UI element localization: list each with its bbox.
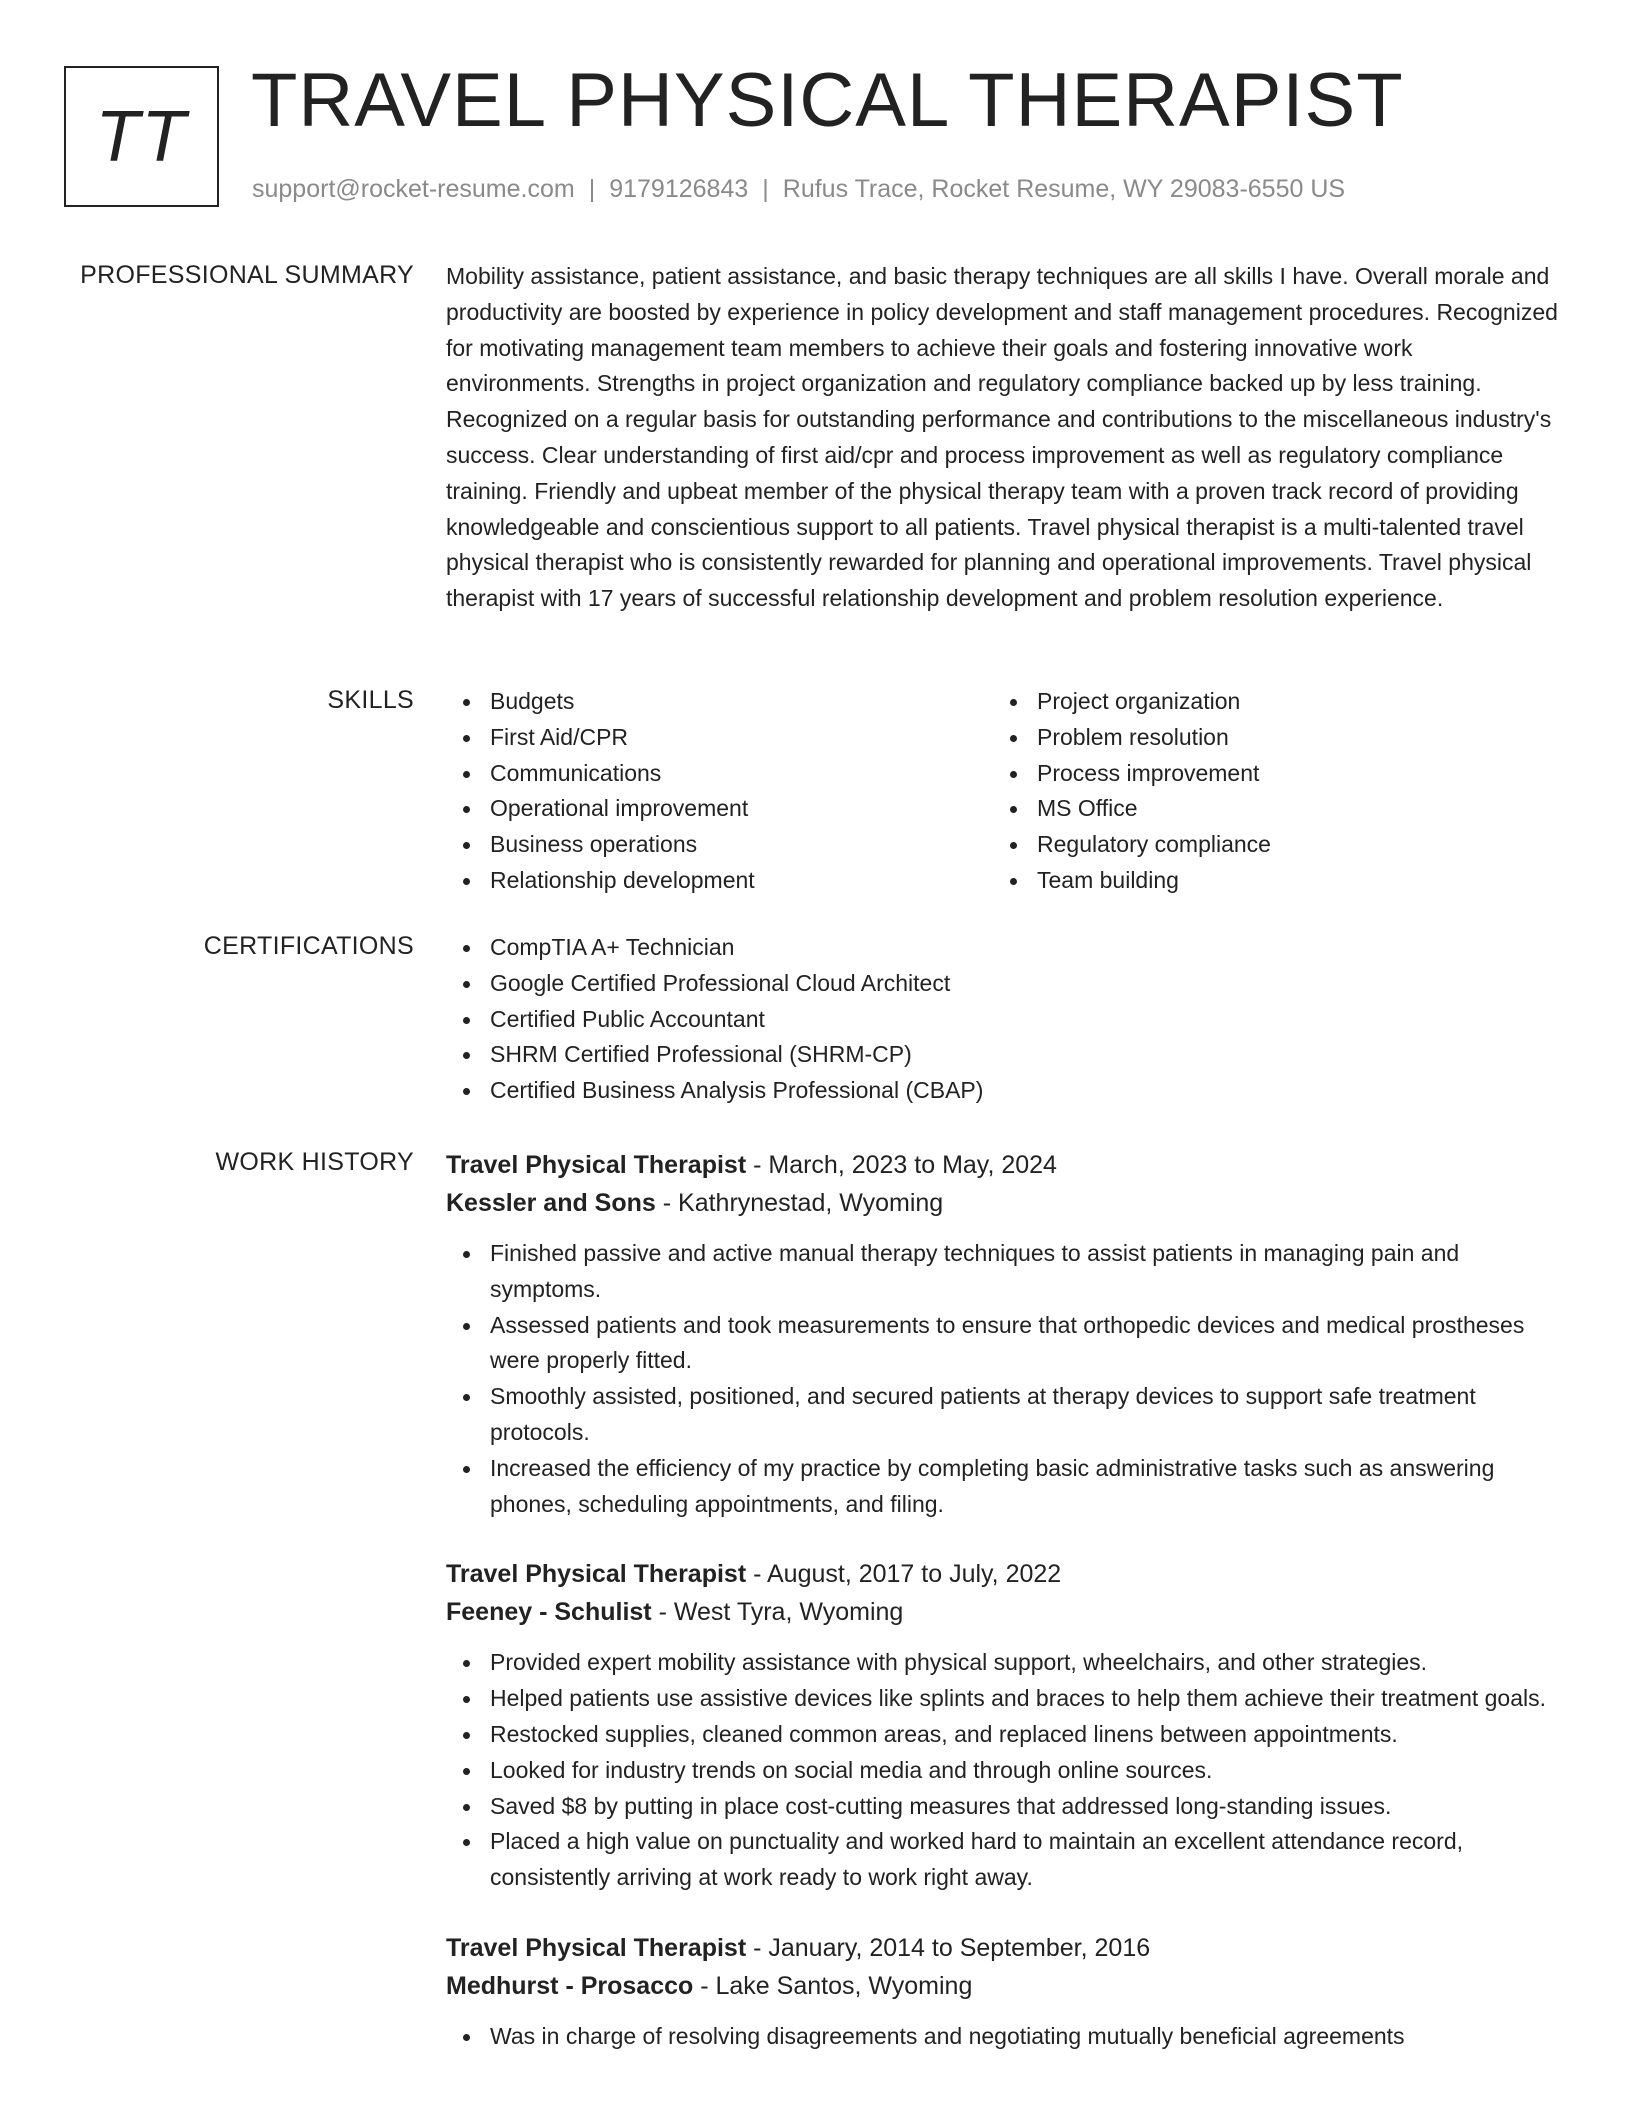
skill-item: Operational improvement <box>446 791 993 827</box>
contact-separator: | <box>762 175 769 203</box>
certification-item: Certified Public Accountant <box>446 1002 1561 1038</box>
job-title: Travel Physical Therapist <box>446 1560 747 1589</box>
contact-phone: 9179126843 <box>609 175 749 203</box>
job-title: Travel Physical Therapist <box>446 1151 747 1179</box>
job-entry <box>446 1146 1561 1522</box>
contact-separator: | <box>588 175 596 203</box>
resume-name: TRAVEL PHYSICAL THERAPIST <box>251 58 1404 143</box>
skills-body <box>446 684 1561 899</box>
skills-heading: SKILLS <box>327 686 414 714</box>
job-location: - Kathrynestad, Wyoming <box>655 1189 944 1217</box>
job-location: - Lake Santos, Wyoming <box>693 1971 973 2000</box>
skill-item: Problem resolution <box>993 720 1540 756</box>
contact-line <box>252 173 1345 205</box>
job-entry <box>446 1555 1561 1896</box>
job-company-line <box>446 1184 1561 1222</box>
job-duty: Finished passive and active manual therapy techniques to assist patients in managing pain and symptoms. <box>446 1236 1561 1308</box>
contact-email: support@rocket-resume.com <box>252 175 575 203</box>
job-duty: Placed a high value on punctuality and worked hard to maintain an excellent attendance record, consistently arriving at work ready to work right away. <box>446 1824 1561 1896</box>
certifications-body <box>446 930 1561 1109</box>
summary-text: Mobility assistance, patient assistance, and basic therapy techniques are all skills I have. Overall morale and productivity are boosted by experience in policy development and staff management procedures. Recognized for motivating management team members to achieve their goals and fostering innovative work environments. Strengths in project organization and regulatory compliance backed up by less training. Recognized on a regular basis for outstanding performance and contributions to the miscellaneous industry's success. Clear understanding of first aid/cpr and process improvement as well as regulatory compliance training. Friendly and upbeat member of the physical therapy team with a proven track record of providing knowledgeable and conscientious support to all patients. Travel physical therapist is a multi-talented travel physical therapist who is consistently rewarded for planning and operational improvements. Travel physical therapist with 17 years of successful relationship development and problem resolution experience. <box>446 263 1558 612</box>
contact-address: Rufus Trace, Rocket Resume, WY 29083-6550 US <box>782 175 1346 203</box>
certification-item: Certified Business Analysis Professional (CBAP) <box>446 1073 1561 1109</box>
job-company: Kessler and Sons <box>446 1189 656 1217</box>
job-dates: - January, 2014 to September, 2016 <box>746 1933 1151 1962</box>
job-duties <box>446 1236 1561 1522</box>
work-history-body <box>446 1146 1561 2088</box>
job-duty: Saved $8 by putting in place cost-cutting measures that addressed long-standing issues. <box>446 1789 1561 1825</box>
job-entry <box>446 1929 1561 2055</box>
skill-item: Process improvement <box>993 756 1540 792</box>
job-duty: Helped patients use assistive devices like splints and braces to help them achieve their treatment goals. <box>446 1681 1561 1717</box>
job-title-line <box>446 1929 1561 1967</box>
skill-item: Relationship development <box>446 863 993 899</box>
job-location: - West Tyra, Wyoming <box>651 1598 904 1627</box>
summary-body <box>446 259 1561 617</box>
job-duty: Assessed patients and took measurements to ensure that orthopedic devices and medical prostheses were properly fitted. <box>446 1308 1561 1380</box>
job-duty: Was in charge of resolving disagreements and negotiating mutually beneficial agreements <box>446 2019 1561 2055</box>
certification-item: CompTIA A+ Technician <box>446 930 1561 966</box>
job-duties <box>446 2019 1561 2055</box>
skills-list-left <box>446 684 993 899</box>
job-title-line <box>446 1146 1561 1184</box>
certifications-heading: CERTIFICATIONS <box>203 932 414 960</box>
job-duty: Increased the efficiency of my practice by completing basic administrative tasks such as answering phones, scheduling appointments, and filing. <box>446 1451 1561 1523</box>
skill-item: Project organization <box>993 684 1540 720</box>
skill-item: Team building <box>993 863 1540 899</box>
job-company: Medhurst - Prosacco <box>446 1971 694 2000</box>
certification-item: Google Certified Professional Cloud Architect <box>446 966 1561 1002</box>
skill-item: MS Office <box>993 791 1540 827</box>
skill-item: Communications <box>446 756 993 792</box>
job-dates: - March, 2023 to May, 2024 <box>746 1151 1057 1179</box>
job-duty: Provided expert mobility assistance with physical support, wheelchairs, and other strategies. <box>446 1645 1561 1681</box>
summary-heading: PROFESSIONAL SUMMARY <box>80 261 414 289</box>
monogram-logo: TT <box>64 66 219 207</box>
job-title-line <box>446 1555 1561 1593</box>
certifications-list <box>446 930 1561 1109</box>
certification-item: SHRM Certified Professional (SHRM-CP) <box>446 1037 1561 1073</box>
job-dates: - August, 2017 to July, 2022 <box>746 1560 1062 1589</box>
skill-item: First Aid/CPR <box>446 720 993 756</box>
skill-item: Regulatory compliance <box>993 827 1540 863</box>
work-history-heading: WORK HISTORY <box>215 1148 414 1176</box>
job-duty: Restocked supplies, cleaned common areas, and replaced linens between appointments. <box>446 1717 1561 1753</box>
skills-list-right <box>993 684 1540 899</box>
job-company: Feeney - Schulist <box>446 1598 652 1627</box>
job-company-line <box>446 1967 1561 2005</box>
job-duty: Looked for industry trends on social media and through online sources. <box>446 1753 1561 1789</box>
job-title: Travel Physical Therapist <box>446 1933 747 1962</box>
job-duties <box>446 1645 1561 1896</box>
job-duty: Smoothly assisted, positioned, and secured patients at therapy devices to support safe treatment protocols. <box>446 1379 1561 1451</box>
job-company-line <box>446 1593 1561 1631</box>
skill-item: Budgets <box>446 684 993 720</box>
skill-item: Business operations <box>446 827 993 863</box>
